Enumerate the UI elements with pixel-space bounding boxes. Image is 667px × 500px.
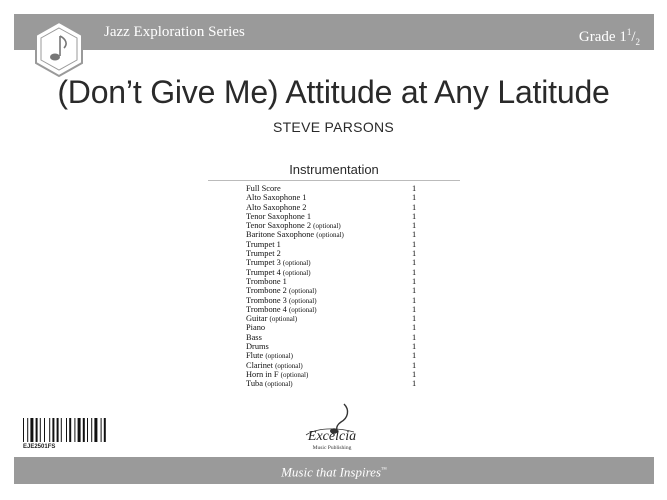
instrument-quantity: 1	[412, 314, 417, 324]
instrument-name: Trombone 1	[246, 276, 287, 286]
instrument-name: Drums	[246, 342, 269, 352]
instrument-item	[246, 212, 426, 221]
instrument-note: (optional)	[282, 259, 311, 268]
instrument-name: Clarinet	[246, 360, 273, 370]
instrument-name: Trombone 2	[246, 286, 287, 296]
grade-level: Grade $1^1/_2$	[578, 27, 640, 47]
instrument-note: (optional)	[269, 315, 298, 324]
tagline: Music that Inspires™	[281, 464, 387, 480]
instrument-name: Trombone 4	[246, 304, 287, 314]
instrument-name: Alto Saxophone 1	[246, 193, 307, 203]
instrument-item	[246, 370, 426, 379]
instrument-quantity: 1	[412, 351, 417, 361]
instrument-item	[246, 230, 426, 239]
instrument-item	[246, 323, 426, 332]
instrument-item	[246, 203, 426, 212]
instrument-name: Bass	[246, 332, 262, 342]
instrument-name: Tenor Saxophone 2	[246, 221, 312, 231]
instrument-name: Tuba	[246, 379, 263, 389]
instrument-item	[246, 249, 426, 258]
instrument-quantity: 1	[412, 249, 417, 259]
instrument-name: Flute	[246, 351, 264, 361]
series-badge-icon	[33, 20, 85, 78]
instrument-quantity: 1	[412, 295, 417, 305]
instrument-note: (optional)	[288, 305, 317, 314]
instrument-quantity: 1	[412, 304, 417, 314]
instrument-quantity: 1	[412, 239, 417, 249]
instrument-quantity: 1	[412, 193, 417, 203]
barcode-label: EJE2501FS	[23, 444, 56, 450]
instrument-name: Trumpet 1	[246, 239, 281, 249]
instrument-note: (optional)	[282, 268, 311, 277]
instrument-name: Trombone 3	[246, 295, 287, 305]
instrument-quantity: 1	[412, 267, 417, 277]
instrument-name: Trumpet 2	[246, 249, 281, 259]
instrument-item	[246, 193, 426, 202]
instrument-item	[246, 361, 426, 370]
instrument-note: (optional)	[275, 361, 303, 370]
instrument-quantity: 1	[412, 230, 417, 240]
publisher-name: Excelcia	[307, 429, 357, 444]
instrument-quantity: 1	[412, 211, 417, 221]
instrument-name: Tenor Saxophone 1	[246, 211, 312, 221]
instrument-item	[246, 221, 426, 230]
instrument-quantity: 1	[412, 276, 417, 286]
instrumentation-list	[246, 184, 426, 389]
instrument-note: (optional)	[313, 222, 341, 231]
footer-bar	[14, 457, 654, 484]
instrument-quantity: 1	[412, 258, 417, 268]
instrument-quantity: 1	[412, 342, 417, 352]
instrument-quantity: 1	[412, 184, 417, 193]
series-name: Jazz Exploration Series	[104, 24, 245, 40]
instrument-item	[246, 342, 426, 351]
instrument-quantity: 1	[412, 202, 417, 212]
instrument-item	[246, 286, 426, 295]
instrument-note: (optional)	[265, 380, 293, 389]
instrument-item	[246, 296, 426, 305]
instrument-quantity: 1	[412, 323, 417, 333]
instrument-quantity: 1	[412, 369, 417, 379]
instrument-name: Full Score	[246, 184, 281, 193]
piece-title: (Don’t Give Me) Attitude at Any Latitude	[57, 74, 610, 110]
instrument-note: (optional)	[316, 231, 344, 240]
publisher-subtitle: Music Publishing	[312, 445, 352, 451]
instrument-quantity: 1	[412, 221, 417, 231]
instrument-item	[246, 379, 426, 388]
instrument-item	[246, 305, 426, 314]
instrument-name: Trumpet 3	[246, 258, 281, 268]
instrument-item	[246, 333, 426, 342]
instrument-item	[246, 184, 426, 193]
instrument-quantity: 1	[412, 332, 417, 342]
instrument-item	[246, 268, 426, 277]
instrument-item	[246, 314, 426, 323]
instrument-name: Piano	[246, 323, 266, 333]
instrument-note: (optional)	[288, 296, 317, 305]
instrument-quantity: 1	[412, 379, 417, 389]
instrument-item	[246, 277, 426, 286]
instrument-quantity: 1	[412, 360, 417, 370]
instrument-note: (optional)	[288, 287, 317, 296]
instrument-item	[246, 240, 426, 249]
composer-name: STEVE PARSONS	[272, 119, 395, 135]
instrumentation-heading: Instrumentation	[208, 162, 460, 181]
publisher-logo	[292, 402, 372, 454]
instrument-item	[246, 351, 426, 360]
instrument-note: (optional)	[265, 352, 293, 361]
barcode	[23, 418, 115, 442]
instrument-quantity: 1	[412, 286, 417, 296]
header-bar	[14, 14, 654, 50]
instrument-name: Alto Saxophone 2	[246, 202, 307, 212]
instrument-name: Horn in F	[246, 369, 279, 379]
instrument-note: (optional)	[280, 370, 309, 379]
instrument-name: Guitar	[246, 314, 268, 324]
instrument-name: Trumpet 4	[246, 267, 281, 277]
instrument-name: Baritone Saxophone	[246, 230, 315, 240]
instrument-item	[246, 258, 426, 267]
